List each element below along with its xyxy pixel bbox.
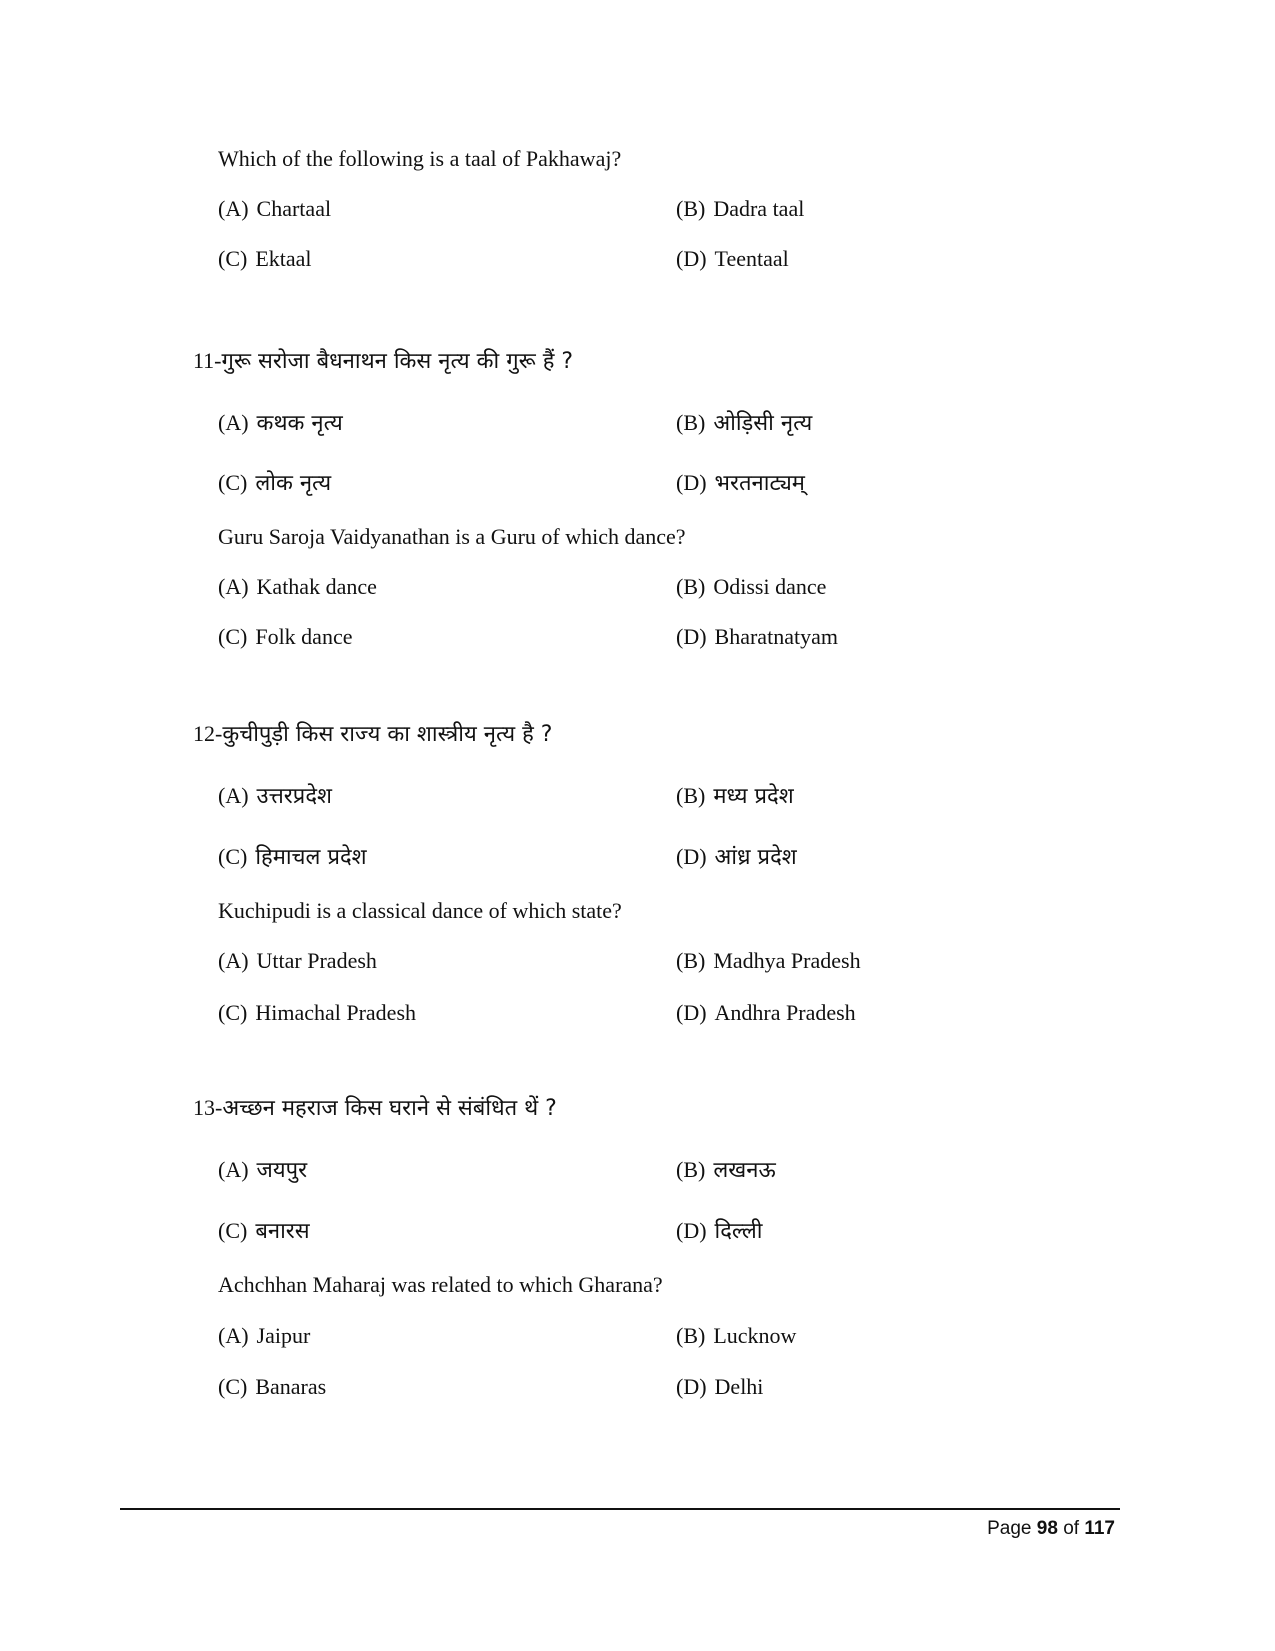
option-c-en: (C) Folk dance bbox=[218, 624, 353, 649]
question-13-en: Achchhan Maharaj was related to which Gharana? bbox=[218, 1272, 663, 1297]
option-c-hi: (C) लोक नृत्य bbox=[218, 470, 332, 496]
option-b-en: (B) Odissi dance bbox=[676, 574, 827, 599]
question-13-hi: 13-अच्छन महराज किस घराने से संबंधित थें ? bbox=[193, 1095, 557, 1121]
option-b-hi: (B) मध्य प्रदेश bbox=[676, 783, 794, 809]
question-12-hi: 12-कुचीपुड़ी किस राज्य का शास्त्रीय नृत्य है ? bbox=[193, 721, 553, 747]
option-d-hi: (D) भरतनाट्यम् bbox=[676, 470, 805, 496]
question-text-en: Which of the following is a taal of Pakhawaj? bbox=[218, 146, 622, 171]
option-a-hi: (A) जयपुर bbox=[218, 1157, 308, 1183]
footer-divider bbox=[120, 1508, 1120, 1510]
option-c-en: (C) Banaras bbox=[218, 1374, 327, 1399]
option-c: (C) Ektaal bbox=[218, 246, 312, 271]
question-11-hi: 11-गुरू सरोजा बैधनाथन किस नृत्य की गुरू हैं ? bbox=[193, 348, 574, 374]
option-b-hi: (B) ओड़िसी नृत्य bbox=[676, 410, 813, 436]
option-b-en: (B) Lucknow bbox=[676, 1323, 797, 1348]
option-c-hi: (C) हिमाचल प्रदेश bbox=[218, 844, 367, 870]
option-a: (A) Chartaal bbox=[218, 196, 332, 221]
option-d-en: (D) Delhi bbox=[676, 1374, 764, 1399]
option-d-en: (D) Andhra Pradesh bbox=[676, 1000, 856, 1025]
option-c-en: (C) Himachal Pradesh bbox=[218, 1000, 416, 1025]
question-12-en: Kuchipudi is a classical dance of which state? bbox=[218, 898, 622, 923]
option-b: (B) Dadra taal bbox=[676, 196, 805, 221]
option-d-hi: (D) दिल्ली bbox=[676, 1218, 763, 1244]
option-d: (D) Teentaal bbox=[676, 246, 789, 271]
option-a-hi: (A) उत्तरप्रदेश bbox=[218, 783, 332, 809]
option-a-en: (A) Uttar Pradesh bbox=[218, 948, 377, 973]
option-d-en: (D) Bharatnatyam bbox=[676, 624, 838, 649]
question-11-en: Guru Saroja Vaidyanathan is a Guru of which dance? bbox=[218, 524, 686, 549]
option-a-en: (A) Kathak dance bbox=[218, 574, 377, 599]
option-a-hi: (A) कथक नृत्य bbox=[218, 410, 343, 436]
option-c-hi: (C) बनारस bbox=[218, 1218, 310, 1244]
option-a-en: (A) Jaipur bbox=[218, 1323, 311, 1348]
option-d-hi: (D) आंध्र प्रदेश bbox=[676, 844, 797, 870]
option-b-en: (B) Madhya Pradesh bbox=[676, 948, 861, 973]
page-number: Page 98 of 117 bbox=[987, 1518, 1115, 1539]
option-b-hi: (B) लखनऊ bbox=[676, 1157, 776, 1183]
